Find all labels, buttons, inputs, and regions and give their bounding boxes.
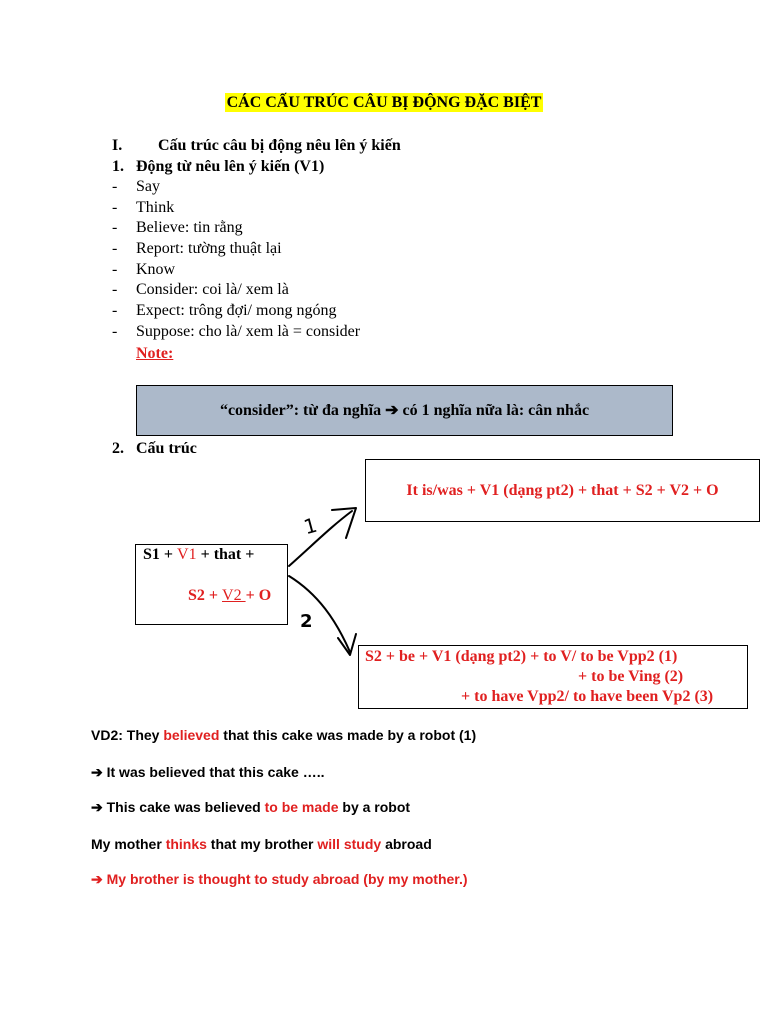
list-dash: - [112,323,118,340]
passive-line-2: + to be Ving (2) [578,668,684,685]
source-s1: S1 + [143,546,178,563]
section-numeral: I. [112,137,123,154]
structure-it-text: It is/was + V1 (dạng pt2) + that + S2 + V2 + O [406,482,719,499]
example-result-2 [91,799,410,816]
list-item-text: Think [136,199,175,216]
passive-line-1: S2 + be + V1 (dạng pt2) + to V/ to be Vpp2 (1) [365,648,678,665]
example-result-3: ➔ My brother is thought to study abroad (by my mother.) [91,871,468,887]
example-mother [91,836,432,852]
sub1-number: 1. [112,158,124,175]
list-item-text: Know [136,261,176,278]
structure-box-passive [358,645,748,709]
example-result-1: ➔ It was believed that this cake ….. [91,764,325,780]
list-dash: - [112,199,118,216]
example-m-verb-1: thinks [165,836,207,852]
example-r2-verb: to be made [264,799,339,815]
list-dash: - [112,219,118,236]
passive-line-3: + to have Vpp2/ to have been Vp2 (3) [461,688,714,705]
example-vd2-verb: believed [163,727,220,743]
list-item-text: Expect: trông đợi/ mong ngóng [136,302,337,319]
list-item-text: Consider: coi là/ xem là [136,281,289,298]
example-r2-a: ➔ This cake was believed [91,799,265,815]
list-dash: - [112,281,118,298]
list-dash: - [112,178,118,195]
list-item-text: Say [136,178,160,195]
source-v2: V2 [222,587,246,604]
example-m-b: that my brother [206,836,318,852]
example-m-a: My mother [91,836,166,852]
example-m-verb-2: will study [317,836,382,852]
arrow-label-2: 2 [300,611,313,632]
title-text: CÁC CẤU TRÚC CÂU BỊ ĐỘNG ĐẶC BIỆT [226,94,542,111]
arrow-label-1: 1 [301,512,320,540]
arrow-up-line [289,511,352,566]
list-item-text: Believe: tin rằng [136,219,243,236]
list-dash: - [112,302,118,319]
sub2-number: 2. [112,440,124,457]
section-title: Cấu trúc câu bị động nêu lên ý kiến [158,137,401,154]
list-dash: - [112,240,118,257]
example-m-c: abroad [381,836,432,852]
source-v1: V1 [177,546,197,563]
example-vd2-a: VD2: They [91,727,164,743]
list-item-text: Report: tường thuật lại [136,240,282,257]
example-vd2 [91,727,476,743]
example-vd2-b: that this cake was made by a robot (1) [219,727,477,743]
source-s2: S2 + [188,587,223,604]
sub2-title: Cấu trúc [136,440,197,457]
source-that: + that + [196,546,255,563]
example-r2-b: by a robot [338,799,411,815]
source-o: + O [245,587,272,604]
note-box-text: “consider”: từ đa nghĩa ➔ có 1 nghĩa nữa là: cân nhắc [219,402,590,419]
note-label: Note: [136,345,174,362]
list-item-text: Suppose: cho là/ xem là = consider [136,323,361,340]
list-dash: - [112,261,118,278]
sub1-title: Động từ nêu lên ý kiến (V1) [136,158,325,175]
